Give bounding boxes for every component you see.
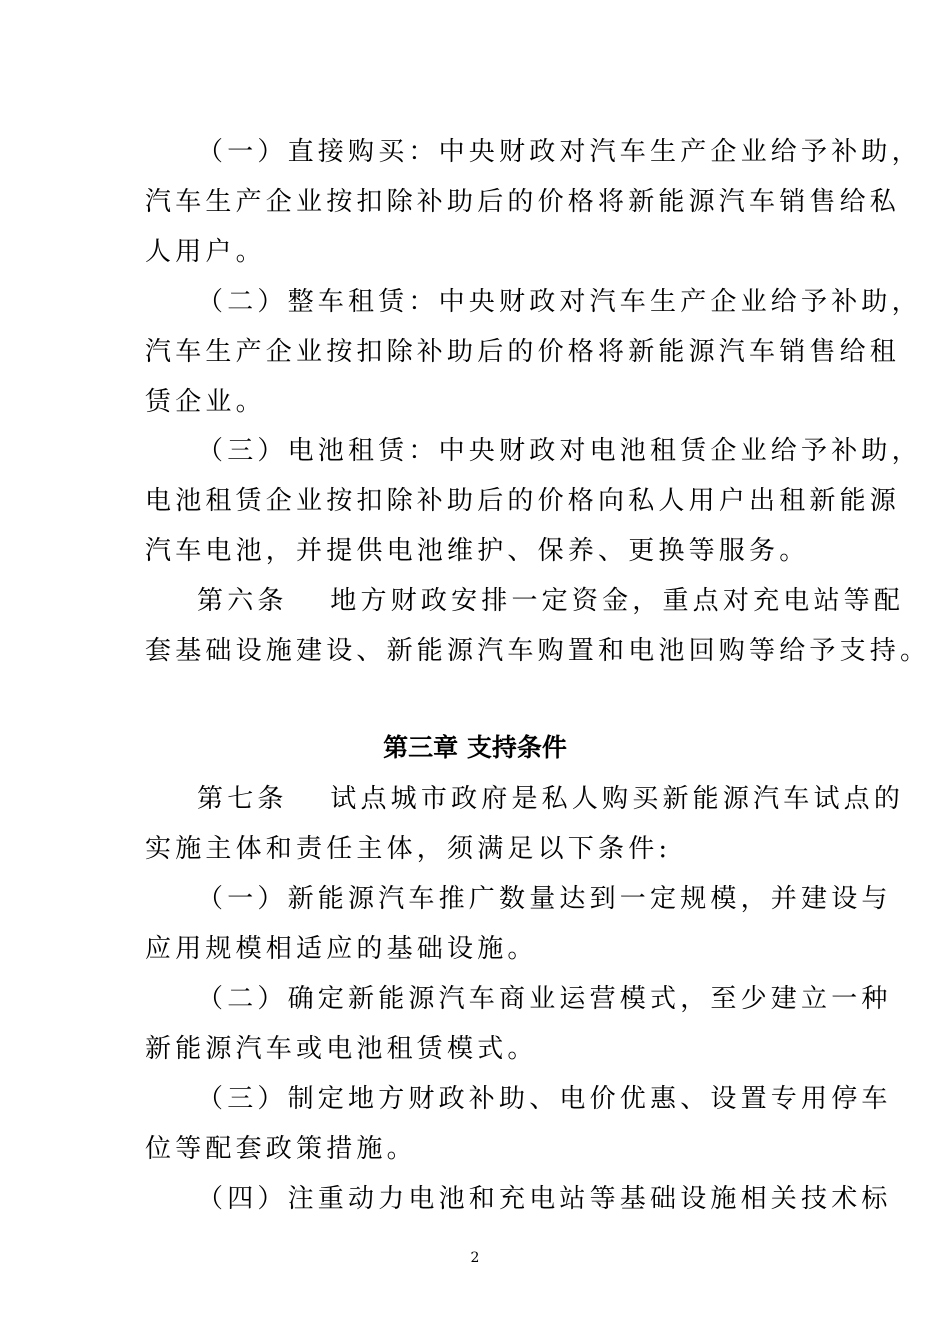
paragraph-line: （四）注重动力电池和充电站等基础设施相关技术标 — [197, 1184, 892, 1214]
page-number: 2 — [470, 1250, 480, 1266]
paragraph-line: （二）确定新能源汽车商业运营模式，至少建立一种 — [197, 984, 892, 1014]
paragraph-line: 实施主体和责任主体，须满足以下条件: — [145, 834, 672, 864]
paragraph-line: 汽车生产企业按扣除补助后的价格将新能源汽车销售给租 — [145, 337, 901, 367]
paragraph-line: （一）直接购买：中央财政对汽车生产企业给予补助， — [197, 137, 922, 167]
paragraph-line: 应用规模相适应的基础设施。 — [145, 934, 538, 964]
paragraph-line: 汽车电池，并提供电池维护、保养、更换等服务。 — [145, 536, 810, 566]
paragraph-line: 位等配套政策措施。 — [145, 1134, 417, 1164]
paragraph-line: 汽车生产企业按扣除补助后的价格将新能源汽车销售给私 — [145, 187, 901, 217]
paragraph-line: （二）整车租赁：中央财政对汽车生产企业给予补助， — [197, 287, 922, 317]
paragraph-line: （三）制定地方财政补助、电价优惠、设置专用停车 — [197, 1084, 892, 1114]
paragraph-line: 赁企业。 — [145, 387, 266, 417]
chapter-heading: 第三章 支持条件 — [383, 733, 567, 762]
paragraph-line: 人用户。 — [145, 237, 266, 267]
paragraph-line: 电池租赁企业按扣除补助后的价格向私人用户出租新能源 — [145, 486, 901, 516]
paragraph-line: （一）新能源汽车推广数量达到一定规模，并建设与 — [197, 884, 892, 914]
paragraph-line: 套基础设施建设、新能源汽车购置和电池回购等给予支持。 — [145, 636, 931, 666]
paragraph-line: （三）电池租赁：中央财政对电池租赁企业给予补助， — [197, 436, 922, 466]
article-line: 第六条 地方财政安排一定资金，重点对充电站等配 — [197, 586, 905, 616]
paragraph-line: 新能源汽车或电池租赁模式。 — [145, 1034, 538, 1064]
article-line: 第七条 试点城市政府是私人购买新能源汽车试点的 — [197, 784, 905, 814]
